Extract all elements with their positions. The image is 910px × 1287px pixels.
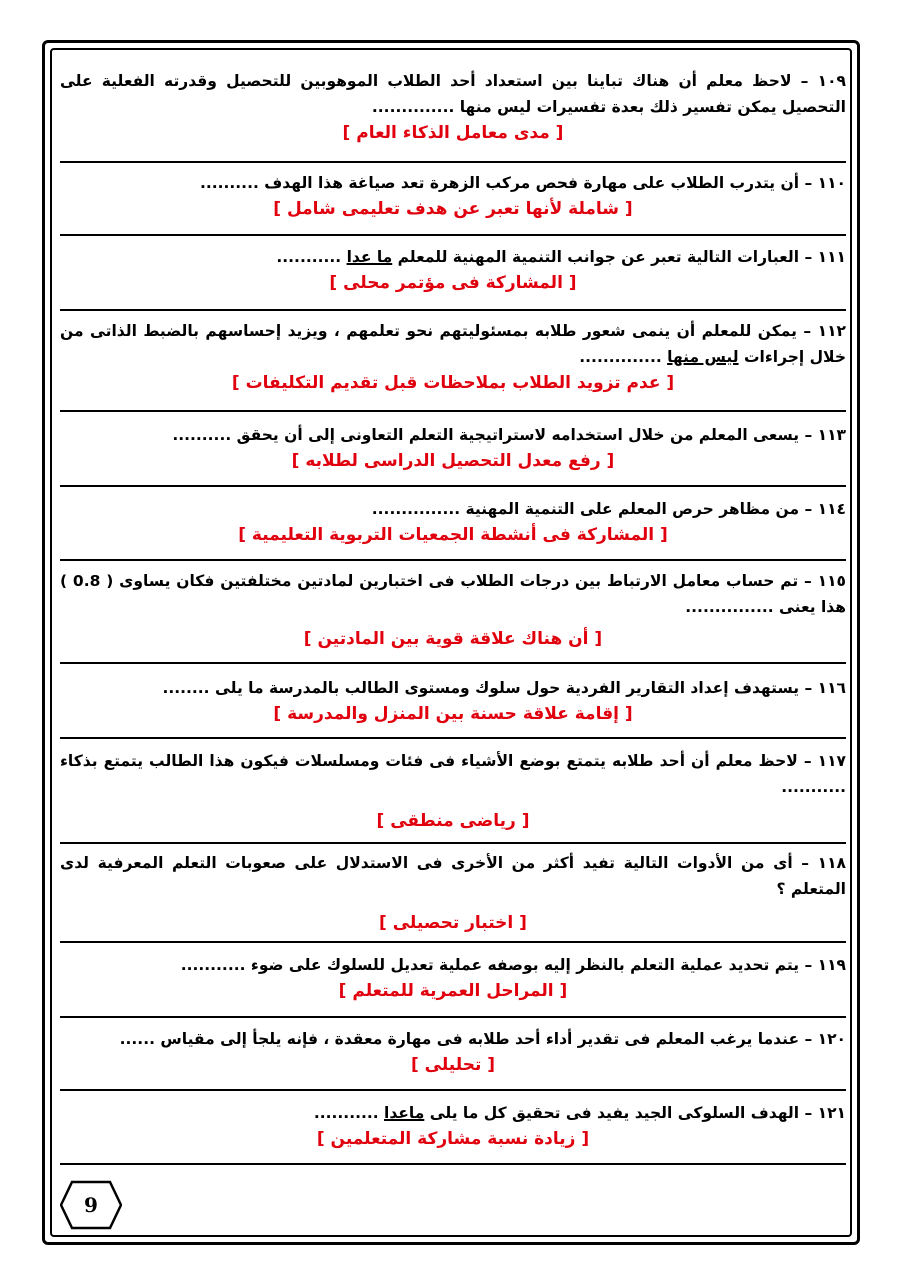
divider (60, 737, 846, 739)
divider (60, 234, 846, 236)
divider (60, 1016, 846, 1018)
divider (60, 1163, 846, 1165)
question-block-117 (60, 748, 850, 834)
answer-text: [ رفع معدل التحصيل الدراسى لطلابه ] (291, 451, 615, 471)
underlined-keyword: ماعدا (384, 1104, 425, 1122)
question-text: ١١٢ – يمكن للمعلم أن ينمى شعور طلابه بمسئوليتهم نحو تعلمهم ، ويزيد إحساسهم بالضبط الذاتى من خلال إجراءات ليس منها .............. (60, 322, 846, 366)
question-block-116 (60, 675, 850, 727)
question-text: ١١٩ – يتم تحديد عملية التعلم بالنظر إليه بوصفه عملية تعديل للسلوك على ضوء ........... (180, 956, 846, 974)
divider (60, 559, 846, 561)
question-text: ١١١ – العبارات التالية تعبر عن جوانب التنمية المهنية للمعلم ما عدا ........... (276, 248, 846, 266)
divider (60, 842, 846, 844)
answer-text: [ رياضى منطقى ] (376, 811, 530, 831)
question-text: ١١٠ – أن يتدرب الطلاب على مهارة فحص مركب الزهرة تعد صياغة هذا الهدف .......... (199, 174, 846, 192)
question-text: ١٢٠ – عندما يرغب المعلم فى تقدير أداء أحد طلابه فى مهارة معقدة ، فإنه يلجأ إلى مقياس ...... (119, 1030, 846, 1048)
divider (60, 161, 846, 163)
question-text: ١٢١ – الهدف السلوكى الجيد يفيد فى تحقيق كل ما يلى ماعدا ........... (313, 1104, 846, 1122)
question-text: ١١٧ – لاحظ معلم أن أحد طلابه يتمتع بوضع الأشياء فى فئات ومسلسلات فيكون هذا الطالب يتمتع بذكاء ........... (60, 752, 846, 796)
divider (60, 309, 846, 311)
answer-text: [ شاملة لأنها تعبر عن هدف تعليمى شامل ] (273, 199, 633, 219)
question-block-110 (60, 170, 850, 222)
underlined-keyword: ما عدا (346, 248, 393, 266)
answer-text: [ عدم تزويد الطلاب بملاحظات قبل تقديم التكليفات ] (231, 373, 675, 393)
underlined-keyword: ليس منها (667, 348, 739, 366)
answer-text: [ تحليلى ] (410, 1055, 496, 1075)
question-block-114 (60, 496, 850, 548)
page-number: 9 (84, 1193, 98, 1217)
divider (60, 485, 846, 487)
question-text: ١١٨ – أى من الأدوات التالية تفيد أكثر من الأخرى فى الاستدلال على صعوبات التعلم المعرفية لدى المتعلم ؟ (60, 854, 846, 898)
answer-text: [ المراحل العمرية للمتعلم ] (338, 981, 568, 1001)
question-text: ١١٤ – من مظاهر حرص المعلم على التنمية المهنية ............... (371, 500, 846, 518)
answer-text: [ زيادة نسبة مشاركة المتعلمين ] (316, 1129, 590, 1149)
answer-text: [ أن هناك علاقة قوية بين المادتين ] (303, 629, 603, 649)
answer-text: [ المشاركة فى أنشطة الجمعيات التربوية التعليمية ] (238, 525, 668, 545)
answer-text: [ المشاركة فى مؤتمر محلى ] (329, 273, 577, 293)
answer-text: [ اختبار تحصيلى ] (379, 913, 527, 933)
question-block-119 (60, 952, 850, 1004)
answer-text: [ مدى معامل الذكاء العام ] (342, 123, 564, 143)
question-block-118 (60, 850, 850, 936)
answer-text: [ إقامة علاقة حسنة بين المنزل والمدرسة ] (273, 704, 633, 724)
question-block-121 (60, 1100, 850, 1152)
divider (60, 1089, 846, 1091)
question-text: ١١٣ – يسعى المعلم من خلال استخدامه لاستراتيجية التعلم التعاونى إلى أن يحقق .......... (172, 426, 846, 444)
question-text: ١١٥ – تم حساب معامل الارتباط بين درجات الطلاب فى اختبارين لمادتين مختلفتين فكان يساوى ( 0.8 ) هذا يعنى ............... (60, 572, 846, 616)
question-block-113 (60, 422, 850, 474)
question-block-120 (60, 1026, 850, 1078)
divider (60, 410, 846, 412)
divider (60, 941, 846, 943)
question-block-115 (60, 568, 850, 652)
question-block-109 (60, 68, 850, 146)
question-text: ١١٦ – يستهدف إعداد التقارير الفردية حول سلوك ومستوى الطالب بالمدرسة ما يلى ........ (162, 679, 846, 697)
divider (60, 662, 846, 664)
question-text: ١٠٩ – لاحظ معلم أن هناك تباينا بين استعداد أحد الطلاب الموهوبين للتحصيل وقدرته الفعلية على التحصيل يمكن تفسير ذلك بعدة تفسيرات ليس منها .............. (60, 72, 846, 116)
question-block-111 (60, 244, 850, 296)
question-block-112 (60, 318, 850, 396)
